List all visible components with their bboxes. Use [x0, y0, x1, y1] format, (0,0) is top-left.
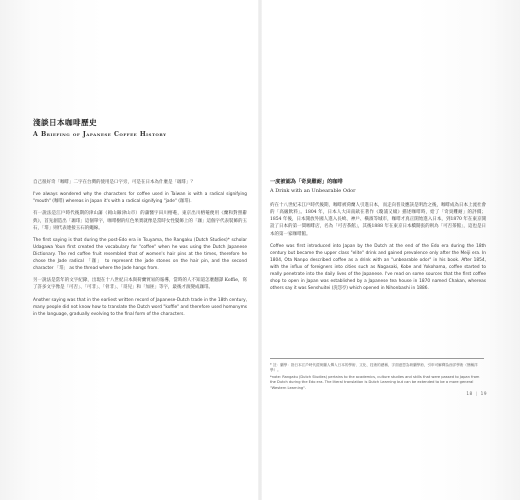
page-number-separator: |: [475, 391, 478, 396]
paragraph-en: I've always wondered why the characters for coffee used in Taiwan is with a radical signifying "mouth" (咖啡) whereas in Japan it's with a radical signifying "jade" (珈琲).: [33, 192, 247, 205]
page-number-left: 18: [466, 391, 473, 396]
paragraph-en: The first saying is that during the post-Edo era in Tsuyama, the Rangaku (Dutch Studies)* scholar Udagawa Youn first created the vocabulary for "coffee" when he was using the Dutch Japanese Dictionary. The red coffee fruit resembled that of women's hair pins at the times, therefore he chose the Jade radical 「珈」 to represent the jade stones on the hair pin, and the second character 「琲」 as the thread where the Jade hangs from.: [33, 238, 247, 272]
section-title-zh: 一度被認為「奇臭難耐」的咖啡: [270, 179, 343, 185]
page-numbers: [466, 391, 487, 396]
paragraph-zh: 約在十八世紀末江戶時代後期，咖啡被荷蘭人引進日本，而走向普及應該是明治之後，咖啡成為日本上流社會的「高級飲料」。1804 年，日本人大田南畝在著作《瓊浦又綴》描述咖啡時，給了「奇臭難耐」的評價；1854 年後，日本開放外國人進入長崎、神戶、橫濱等城市，咖啡才真正開始進入日本，到1870 年在東京開設了日本的第一間咖啡店，名為「可否茶館」，其後1888 年在東京日本橋開張的則為「可否茶館」，這也是日本的第一家咖啡館。: [270, 202, 486, 237]
paragraph-zh: 另一說法是當年的文字紀錄，出現在十八世紀日本與荷蘭貿易的報導，當時的人不知道怎麼翻譯 Koffie，寫了許多文字像是「可否」、「可非」、「骨非」、「哥兒」和「加匪」等字，最後才演變成珈琲。: [33, 278, 247, 291]
chapter-title-block: [33, 117, 243, 138]
paragraph-zh: 有一說法是江戶時代後期的津山藩（岡山縣津山市）的藩醫宇田川榕菴，東京出川榕菴便用《蘭和對照辭典》，首先創造出「珈琲」這個單字，咖啡樹的紅色果實就像是當時女性髮飾上的「珈」這個字代表裝飾的玉石，「琲」則代表連接玉石的繩線。: [33, 211, 247, 231]
chapter-title-zh: 淺談日本咖啡歷史: [33, 118, 97, 127]
left-page-body: [33, 179, 247, 323]
footnote: [270, 358, 484, 392]
footnote-en: *note: Rangaku (Dutch Studies) pertains to the academics, culture studies and skills that were passed to Japan from the Dutch during the Edo era. The literal translation is Dutch Learning but can be extended to be a more general "Western Learning".: [270, 374, 480, 390]
footnote-zh: * 註：蘭學：指日本江戶時代經荷蘭人傳入日本的學術、文化、技術的總稱，字面意思為荷蘭學術，引申可解釋為西洋學術（簡稱洋學）。: [270, 363, 478, 373]
paragraph-en: Coffee was first introduced into Japan by the Dutch at the end of the Edo era during the 18th century but became the upper class "elite" drink and gained prevalence only after the Meiji era. In 1804, Ota Nanpo described coffee as a drink with an "unbearable odor" in his book. After 1854, with the influx of foreigners into cities such as Nagasaki, Kobe and Yokohama, coffee started to really penetrate into the daily lives of the Japanese. I've read on some sources that the first coffee shop to open in Japan was established by a Japanese tea house in 1870 named Chakan, whereas others say it was Senshuitei (洗怨亭) which opened in Nihonbashi in 1886.: [270, 244, 486, 292]
section-title-en: A Drink with an Unbearable Odor: [270, 188, 356, 195]
paragraph-zh: 自己很好奇「咖啡」二字在台灣的使用是口字旁，可是在日本為什麼是「珈琲」？: [33, 180, 195, 185]
chapter-title-en: A Briefing of Japanese Coffee History: [33, 131, 167, 138]
right-page-body: [270, 179, 486, 297]
paragraph-en: Another saying was that in the earliest written record of Japanese-Dutch trade in the 18th century, many people did not know how to translate the Dutch word "koffie" and therefore used homonyms in the language, gradually evolving to the final form of the characters.: [33, 297, 247, 317]
page-number-right: 19: [480, 391, 487, 396]
page-gutter: [258, 0, 262, 500]
